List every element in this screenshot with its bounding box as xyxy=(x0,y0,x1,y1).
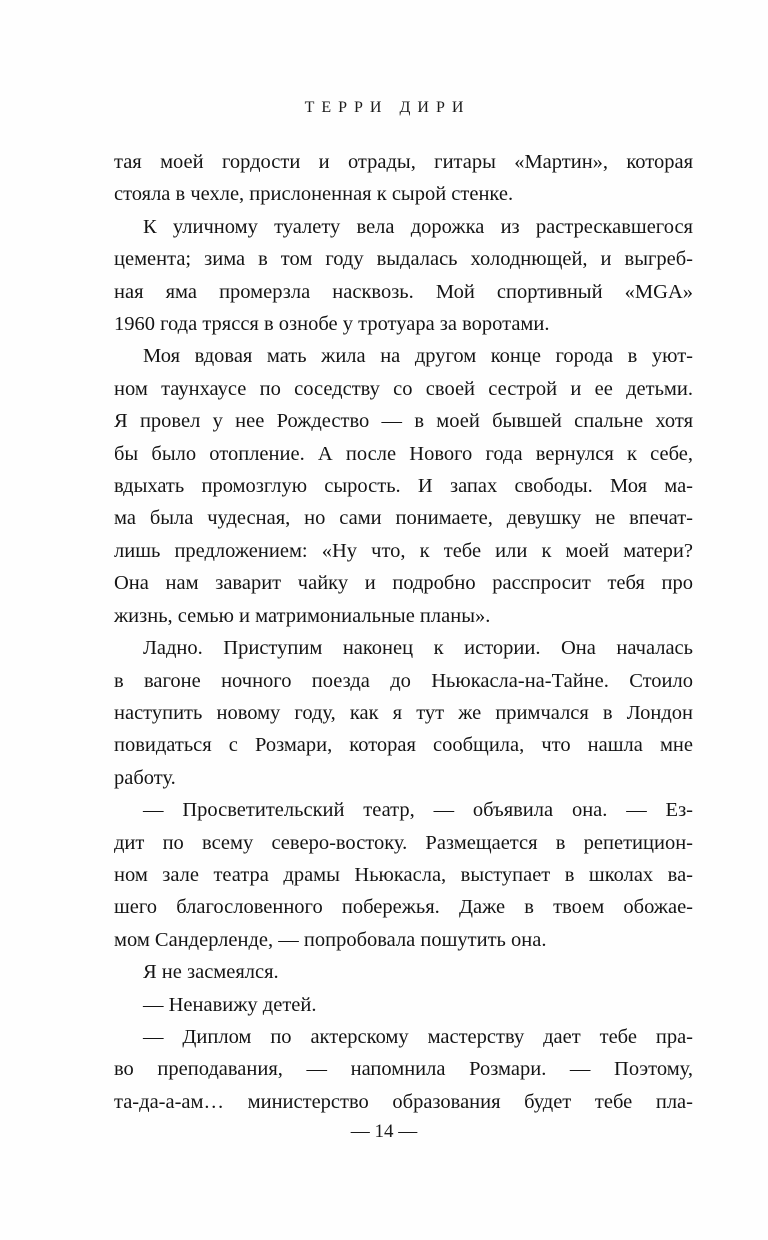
text-line: Моя вдовая мать жила на другом конце города в уют- xyxy=(143,345,693,368)
paragraph xyxy=(114,340,693,632)
text-line: цемента; зима в том году выдалась холоднющей, и выгреб- xyxy=(114,248,693,271)
text-line: К уличному туалету вела дорожка из растрескавшегося xyxy=(143,215,693,238)
text-line: тая моей гордости и отрады, гитары «Мартин», которая xyxy=(114,151,693,173)
paragraph xyxy=(114,146,693,211)
paragraph xyxy=(114,989,693,1021)
running-header: ТЕРРИ ДИРИ xyxy=(304,99,471,116)
text-line: в вагоне ночного поезда до Ньюкасла-на-Тайне. Стоило xyxy=(114,669,693,692)
text-line: Она нам заварит чайку и подробно расспросит тебя про xyxy=(114,572,693,595)
body-text xyxy=(114,146,693,1118)
text-line: ном таунхаусе по соседству со своей сестрой и ее детьми. xyxy=(114,377,693,400)
text-line: во преподавания, — напомнила Розмари. — Поэтому, xyxy=(114,1058,693,1081)
text-line: — Ненавижу детей. xyxy=(143,993,317,1016)
paragraph xyxy=(114,956,693,988)
text-line: Я не засмеялся. xyxy=(143,961,279,984)
text-line: мом Сандерленде, — попробовала пошутить она. xyxy=(114,928,547,951)
text-line: бы было отопление. А после Нового года вернулся к себе, xyxy=(114,442,693,465)
text-line: Ладно. Приступим наконец к истории. Она началась xyxy=(143,637,693,660)
text-line: вдыхать промозглую сырость. И запах свободы. Моя ма- xyxy=(114,475,693,498)
text-line: наступить новому году, как я тут же примчался в Лондон xyxy=(114,701,693,724)
text-line: 1960 года трясся в ознобе у тротуара за воротами. xyxy=(114,313,550,336)
text-line: та-да-а-ам… министерство образования будет тебе пла- xyxy=(114,1090,693,1113)
text-line: лишь предложением: «Ну что, к тебе или к моей матери? xyxy=(114,539,693,562)
text-line: — Диплом по актерскому мастерству дает тебе пра- xyxy=(143,1025,693,1048)
text-line: стояла в чехле, прислоненная к сырой стенке. xyxy=(114,183,514,206)
text-line: жизнь, семью и матримониальные планы». xyxy=(114,604,491,627)
text-line: шего благословенного побережья. Даже в твоем обожае- xyxy=(114,896,693,919)
text-line: ном зале театра драмы Ньюкасла, выступает в школах ва- xyxy=(114,863,693,886)
paragraph xyxy=(114,1021,693,1118)
page-number: — 14 — xyxy=(350,1121,418,1142)
text-line: дит по всему северо-востоку. Размещается в репетицион- xyxy=(114,831,693,854)
text-line: Я провел у нее Рождество — в моей бывшей спальне хотя xyxy=(114,410,693,433)
paragraph xyxy=(114,632,693,794)
paragraph xyxy=(114,794,693,956)
paragraph xyxy=(114,211,693,341)
text-line: ма была чудесная, но сами понимаете, девушку не впечат- xyxy=(114,507,693,530)
text-line: работу. xyxy=(114,766,176,789)
text-line: ная яма промерзла насквозь. Мой спортивный «MGA» xyxy=(114,280,693,303)
text-line: повидаться с Розмари, которая сообщила, что нашла мне xyxy=(114,734,693,757)
text-line: — Просветительский театр, — объявила она. — Ез- xyxy=(143,799,693,822)
